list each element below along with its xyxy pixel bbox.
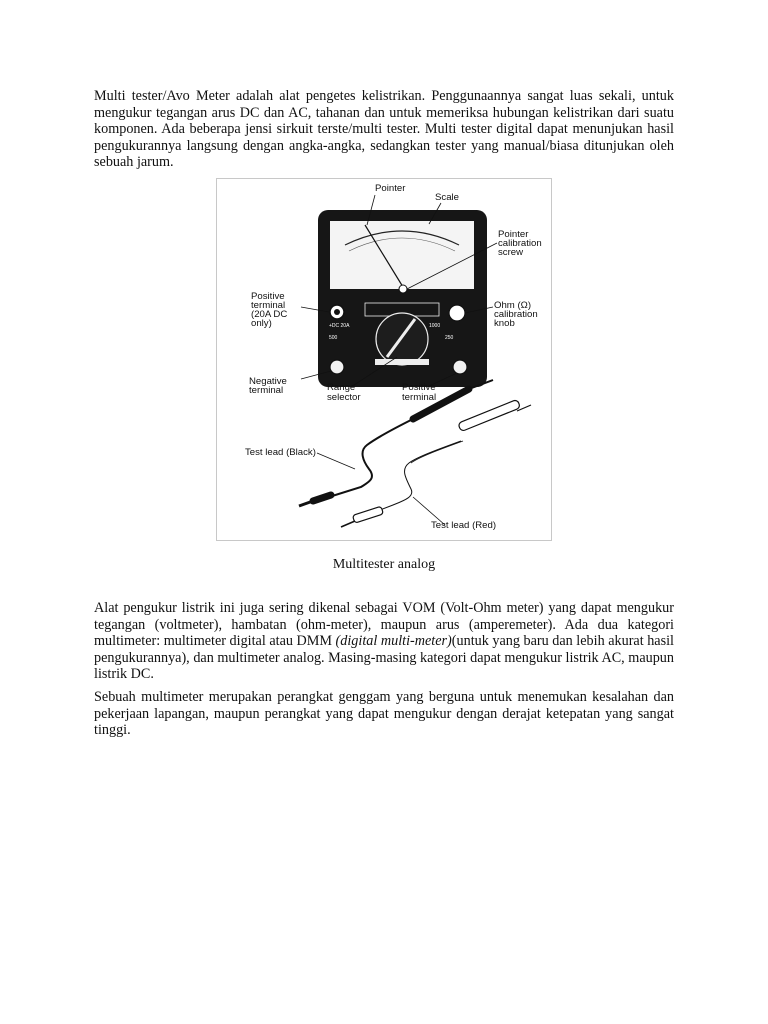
handheld-paragraph: Sebuah multimeter merupakan perangkat genggam yang berguna untuk menemukan kesalahan dan pekerjaan lapangan, maupun perangkat yang dapat mengukur dengan derajat ketepatan yang sangat tinggi. — [94, 689, 674, 739]
red-lead-wire-2 — [411, 441, 463, 463]
pointer-calibration-screw — [399, 285, 407, 293]
black-probe-handle — [313, 495, 331, 501]
label-pointer-cal-2: calibration — [498, 238, 542, 249]
label-neg-terminal-1: Negative — [249, 376, 287, 387]
multitester-illustration — [217, 179, 553, 542]
intro-paragraph: Multi tester/Avo Meter adalah alat pengetes kelistrikan. Penggunaannya sangat luas sekali, untuk mengukur tegangan arus DC dan AC, tahanan dan untuk memeriksa hubungan kelistrikan dari suatu komponen. Ada beberapa jensi sirkuit terste/multi tester. Multi tester digital dapat menunjukan hasil pengukurannya langsung dengan angka-angka, sedangkan tester yang manual/biasa ditunjukan oleh sebuah jarum. — [94, 88, 674, 171]
label-pointer-cal-3: screw — [498, 247, 524, 258]
black-lead-leader — [317, 453, 355, 469]
red-probe-handle — [352, 506, 383, 523]
black-lead-wire — [329, 392, 467, 497]
label-test-lead-black: Test lead (Black) — [245, 447, 316, 458]
label-range-2: selector — [327, 392, 361, 403]
label-ohm-cal-2: calibration — [494, 309, 538, 320]
negative-terminal — [330, 360, 344, 374]
label-test-lead-red: Test lead (Red) — [431, 520, 497, 531]
label-neg-terminal-2: terminal — [249, 385, 284, 396]
label-scale: Scale — [435, 192, 459, 203]
vom-text-start: Alat pengukur listrik ini juga sering dikenal sebagai VOM (Volt-Ohm meter) yang dapat mengukur tegangan (voltmeter), hambatan (ohm-meter), maupun arus (amperemeter). Ada dua kategori multimeter: multimeter digital atau DMM — [94, 600, 674, 650]
figure-caption: Multitester analog — [332, 557, 436, 572]
label-pos-terminal-2: terminal — [251, 300, 286, 311]
label-range-1: Range — [327, 382, 356, 393]
label-ohm-cal-3: knob — [494, 318, 515, 329]
dmm-italic: (digital multi-meter) — [335, 633, 452, 650]
label-pointer: Pointer — [375, 183, 406, 194]
svg-text:250: 250 — [445, 335, 454, 341]
label-pos-terminal-b-2: terminal — [402, 392, 437, 403]
vom-text-end: (untuk yang baru dan lebih akurat hasil pengukurannya), dan multimeter analog. Masing-masing kategori dapat mengukur listrik AC, maupun listrik DC. — [94, 633, 675, 683]
label-pos-terminal-b-1: Positive — [402, 382, 436, 393]
selector-plate — [375, 359, 429, 365]
red-lead-connector — [458, 399, 521, 431]
red-lead-wire — [367, 441, 461, 515]
vom-paragraph — [94, 600, 674, 683]
terminal-core — [334, 309, 340, 315]
multitester-figure — [216, 178, 552, 541]
svg-text:500: 500 — [329, 335, 338, 341]
label-ohm-cal-1: Ohm (Ω) — [494, 300, 532, 311]
label-pos-terminal-3: (20A DC — [251, 309, 288, 320]
ohm-calibration-knob — [449, 305, 465, 321]
label-pointer-cal-1: Pointer — [498, 229, 529, 240]
svg-text:1000: 1000 — [429, 323, 441, 329]
red-probe-tip — [341, 521, 355, 527]
label-pos-terminal-4: only) — [251, 318, 272, 329]
positive-terminal — [453, 360, 467, 374]
svg-text:+DC 20A: +DC 20A — [329, 323, 350, 329]
label-pos-terminal-1: Positive — [251, 291, 285, 302]
